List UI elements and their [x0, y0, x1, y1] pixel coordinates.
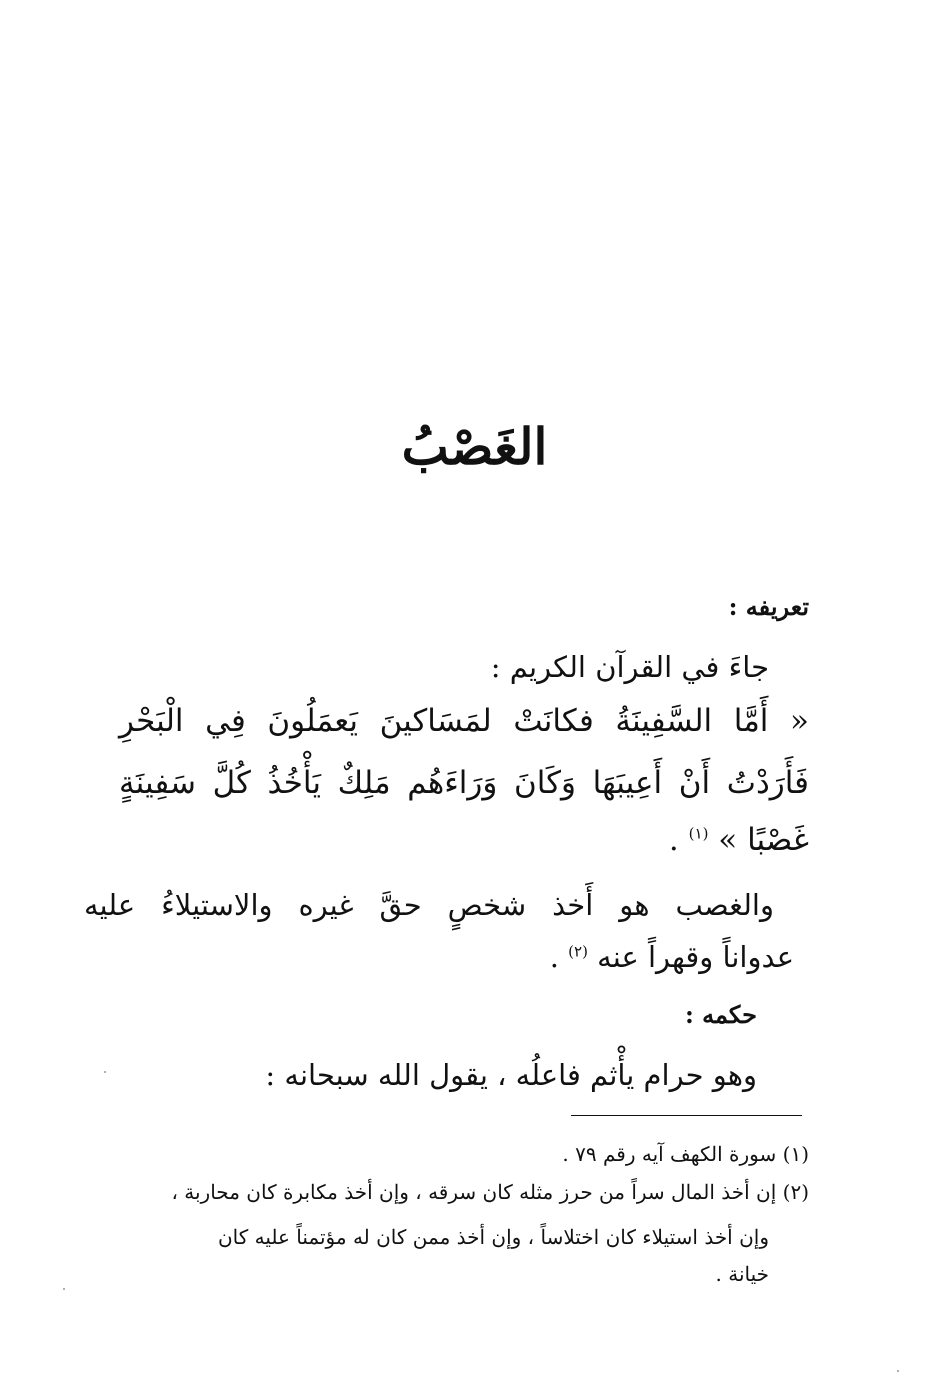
quran-end-dot: . — [668, 822, 679, 858]
footnote-2-line-1 — [171, 1180, 809, 1204]
definition-line-2-text: عدواناً وقهراً عنه — [597, 940, 794, 974]
footnote-1 — [562, 1142, 809, 1166]
scan-speck — [897, 1370, 899, 1372]
definition-end-dot: . — [549, 940, 559, 974]
footnote-2-line-3: خيانة . — [715, 1262, 769, 1286]
scan-speck — [104, 1071, 106, 1073]
quran-line-1: « أَمَّا السَّفِينَةُ فكانَتْ لمَسَاكينَ يَعمَلُونَ فِي الْبَحْرِ — [119, 703, 809, 739]
footnote-2-text-1: إن أخذ المال سراً من حرز مثله كان سرقه ، وإن أخذ مكابرة كان محاربة ، — [171, 1180, 777, 1204]
footnote-1-text: سورة الكهف آيه رقم ٧٩ . — [562, 1142, 777, 1166]
definition-heading: تعريفه : — [728, 592, 809, 621]
ruling-line: وهو حرام يأْثم فاعلُه ، يقول الله سبحانه : — [265, 1058, 757, 1092]
page-title: الغَصْبُ — [401, 417, 548, 476]
ruling-heading: حكمه : — [684, 1000, 757, 1029]
definition-line-2 — [114, 940, 794, 974]
quran-line-2: فَأَرَدْتُ أَنْ أَعِيبَهَا وَكَانَ وَرَاءَهُم مَلِكٌ يَأْخُذُ كُلَّ سَفِينَةٍ — [119, 765, 809, 801]
footnote-1-number: (١) — [782, 1142, 809, 1166]
footnote-separator — [571, 1115, 802, 1116]
footnote-2-number: (٢) — [782, 1180, 809, 1204]
footnote-ref-1: (١) — [688, 824, 709, 843]
definition-line-1: والغصب هو أَخذ شخصٍ حقَّ غيره والاستيلاءُ عليه — [84, 888, 774, 922]
quran-line-3-text: غَصْبًا » — [718, 822, 809, 858]
intro-line: جاءَ في القرآن الكريم : — [490, 650, 769, 684]
footnote-2-line-2: وإن أخذ استيلاء كان اختلاساً ، وإن أخذ ممن كان له مؤتمناً عليه كان — [217, 1225, 769, 1249]
scan-speck — [63, 1288, 65, 1290]
quran-line-3 — [129, 822, 809, 858]
footnote-ref-2: (٢) — [568, 942, 588, 961]
